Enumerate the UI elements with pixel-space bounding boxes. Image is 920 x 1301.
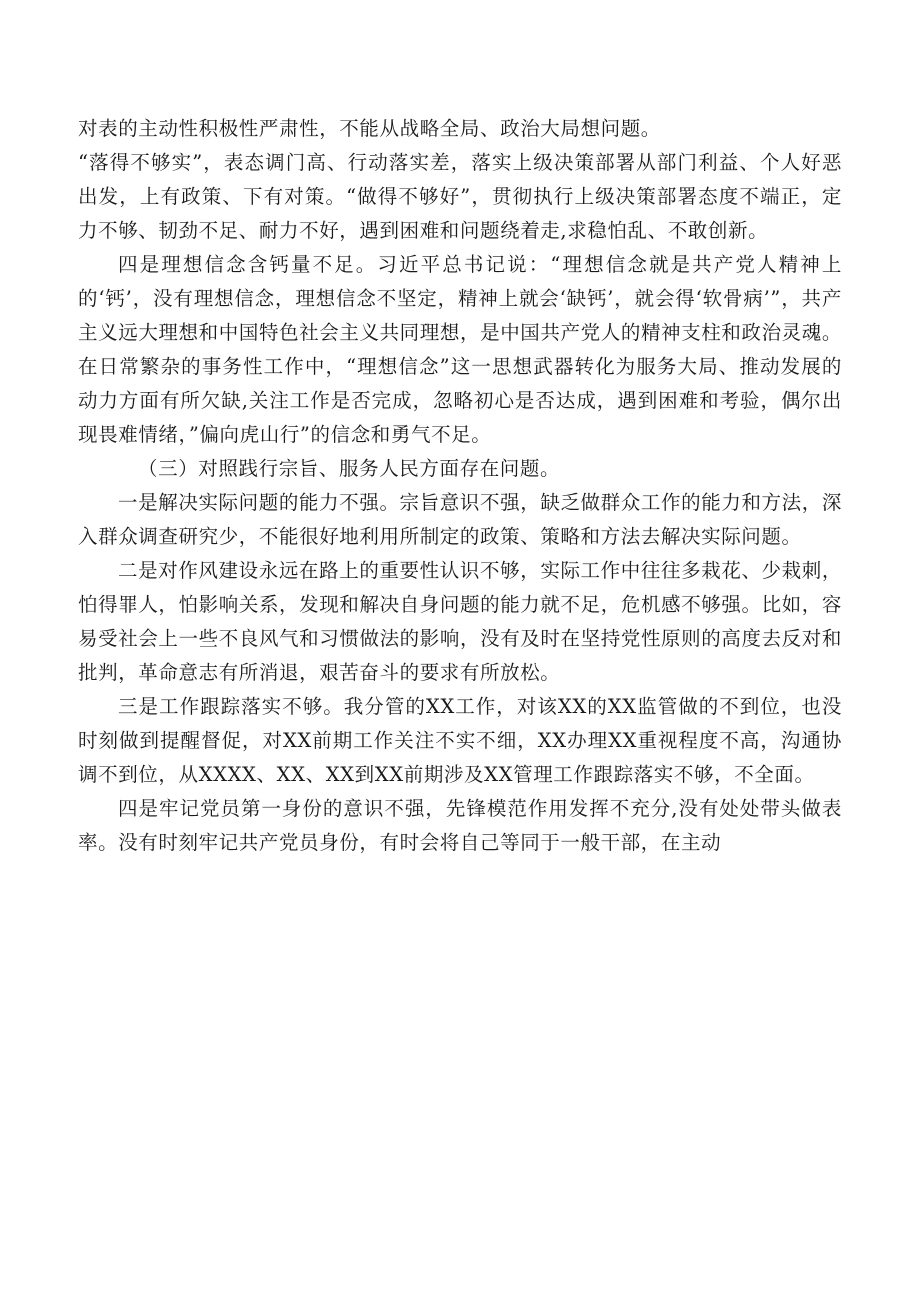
paragraph-continuation: 对表的主动性积极性严肃性，不能从战略全局、政治大局想问题。 — [78, 117, 661, 140]
paragraph-follow-up: 三是工作跟踪落实不够。我分管的XX工作，对该XX的XX监管做的不到位，也没时刻做到提醒督促，对XX前期工作关注不实不细，XX办理XX重视程度不高，沟通协调不到位，从XXXX、XX、XX到XX前期涉及XX管理工作跟踪落实不够，不全面。 — [78, 695, 842, 786]
paragraph-party-identity: 四是牢记党员第一身份的意识不强，先锋模范作用发挥不充分,没有处处带头做表率。没有时刻牢记共产党员身份，有时会将自己等同于一般干部，在主动 — [78, 797, 842, 854]
paragraph-problems-list: “落得不够实”，表态调门高、行动落实差，落实上级决策部署从部门利益、个人好恶出发，上有政策、下有对策。“做得不够好”，贯彻执行上级决策部署态度不端正，定力不够、韧劲不足、耐力不好，遇到困难和问题绕着走,求稳怕乱、不敢创新。 — [78, 151, 842, 242]
paragraph-problem-solving: 一是解决实际问题的能力不强。宗旨意识不强，缺乏做群众工作的能力和方法，深入群众调查研究少，不能很好地利用所制定的政策、策略和方法去解决实际问题。 — [78, 491, 842, 548]
document-page — [78, 112, 842, 860]
paragraph-ideals-faith: 四是理想信念含钙量不足。习近平总书记说：“理想信念就是共产党人精神上的‘钙’，没有理想信念，理想信念不坚定，精神上就会‘缺钙’，就会得‘软骨病’”，共产主义远大理想和中国特色社会主义共同理想，是中国共产党人的精神支柱和政治灵魂。在日常繁杂的事务性工作中，“理想信念”这一思想武器转化为服务大局、推动发展的动力方面有所欠缺,关注工作是否完成，忽略初心是否达成，遇到困难和考验，偶尔出现畏难情绪，”偏向虎山行”的信念和勇气不足。 — [78, 253, 842, 446]
section-heading-3: （三）对照践行宗旨、服务人民方面存在问题。 — [138, 457, 561, 480]
paragraph-work-style: 二是对作风建设永远在路上的重要性认识不够，实际工作中往往多栽花、少栽刺，怕得罪人，怕影响关系，发现和解决自身问题的能力就不足，危机感不够强。比如，容易受社会上一些不良风气和习惯做法的影响，没有及时在坚持党性原则的高度去反对和批判，革命意志有所消退，艰苦奋斗的要求有所放松。 — [78, 559, 842, 684]
